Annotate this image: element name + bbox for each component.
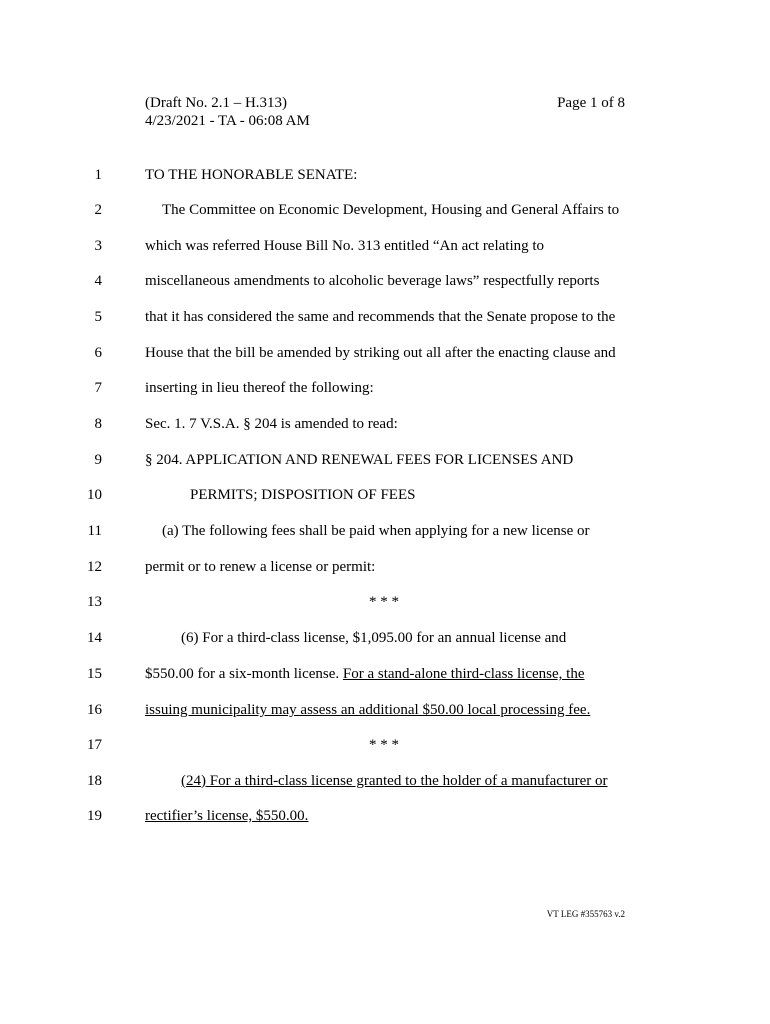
line-4 (0, 271, 770, 291)
line-number: 6 (94, 345, 102, 361)
page-indicator: Page 1 of 8 (557, 95, 625, 111)
line-text (145, 343, 616, 363)
line-3 (0, 236, 770, 256)
line-number: 5 (94, 309, 102, 325)
line-17 (0, 735, 770, 755)
text-segment: PERMITS; DISPOSITION OF FEES (190, 487, 416, 503)
line-number: 16 (87, 702, 102, 718)
line-6 (0, 343, 770, 363)
text-segment: miscellaneous amendments to alcoholic beverage laws” respectfully reports (145, 273, 600, 289)
line-number: 18 (87, 773, 102, 789)
line-text (145, 700, 590, 720)
line-text (162, 200, 619, 220)
underlined-text: issuing municipality may assess an additional $50.00 local processing fee. (145, 702, 591, 718)
line-text (145, 165, 357, 185)
text-segment: TO THE HONORABLE SENATE: (145, 167, 358, 183)
line-text (145, 271, 599, 291)
text-segment: inserting in lieu thereof the following: (145, 380, 374, 396)
line-5 (0, 307, 770, 327)
line-16 (0, 700, 770, 720)
text-segment: * * * (369, 594, 399, 610)
line-9 (0, 450, 770, 470)
line-text (145, 735, 623, 755)
line-number: 9 (94, 452, 102, 468)
line-19 (0, 806, 770, 826)
line-number: 12 (87, 559, 102, 575)
line-text (145, 664, 584, 684)
line-number: 1 (94, 167, 102, 183)
line-number: 14 (87, 630, 102, 646)
text-segment: (6) For a third-class license, $1,095.00 for an annual license and (181, 630, 567, 646)
line-13 (0, 592, 770, 612)
line-text (190, 485, 415, 505)
line-number: 13 (87, 594, 102, 610)
line-text (181, 628, 566, 648)
line-number: 2 (94, 202, 102, 218)
text-segment: The Committee on Economic Development, Housing and General Affairs to (162, 202, 620, 218)
draft-number: (Draft No. 2.1 – H.313) (145, 95, 288, 111)
line-text (145, 414, 398, 434)
text-segment: which was referred House Bill No. 313 entitled “An act relating to (145, 238, 545, 254)
line-number: 10 (87, 487, 102, 503)
line-15 (0, 664, 770, 684)
line-number: 15 (87, 666, 102, 682)
line-12 (0, 557, 770, 577)
text-segment: (a) The following fees shall be paid when applying for a new license or (162, 523, 590, 539)
line-text (145, 307, 615, 327)
text-segment: * * * (369, 737, 399, 753)
line-number: 11 (87, 523, 102, 539)
line-number: 3 (94, 238, 102, 254)
line-text (162, 521, 590, 541)
underlined-text: (24) For a third-class license granted to the holder of a manufacturer or (181, 773, 608, 789)
line-11 (0, 521, 770, 541)
line-number: 7 (94, 380, 102, 396)
line-text (145, 557, 375, 577)
line-text (145, 592, 623, 612)
underlined-text: rectifier’s license, $550.00. (145, 808, 309, 824)
text-segment: House that the bill be amended by striking out all after the enacting clause and (145, 345, 616, 361)
line-10 (0, 485, 770, 505)
line-18 (0, 771, 770, 791)
line-text (181, 771, 608, 791)
text-segment: permit or to renew a license or permit: (145, 559, 376, 575)
line-text (145, 806, 308, 826)
text-segment: $550.00 for a six-month license. (145, 666, 343, 682)
line-2 (0, 200, 770, 220)
text-segment: § 204. APPLICATION AND RENEWAL FEES FOR LICENSES AND (145, 452, 574, 468)
line-1 (0, 165, 770, 185)
line-8 (0, 414, 770, 434)
draft-datetime: 4/23/2021 - TA - 06:08 AM (145, 113, 310, 129)
line-number: 19 (87, 808, 102, 824)
underlined-text: For a stand-alone third-class license, the (342, 666, 585, 682)
line-number: 17 (87, 737, 102, 753)
line-number: 8 (94, 416, 102, 432)
text-segment: Sec. 1. 7 V.S.A. § 204 is amended to read: (145, 416, 398, 432)
text-segment: that it has considered the same and recommends that the Senate propose to the (145, 309, 616, 325)
line-7 (0, 378, 770, 398)
line-14 (0, 628, 770, 648)
line-number: 4 (94, 273, 102, 289)
footer-code: VT LEG #355763 v.2 (546, 909, 625, 919)
line-text (145, 450, 573, 470)
line-text (145, 378, 374, 398)
line-text (145, 236, 544, 256)
